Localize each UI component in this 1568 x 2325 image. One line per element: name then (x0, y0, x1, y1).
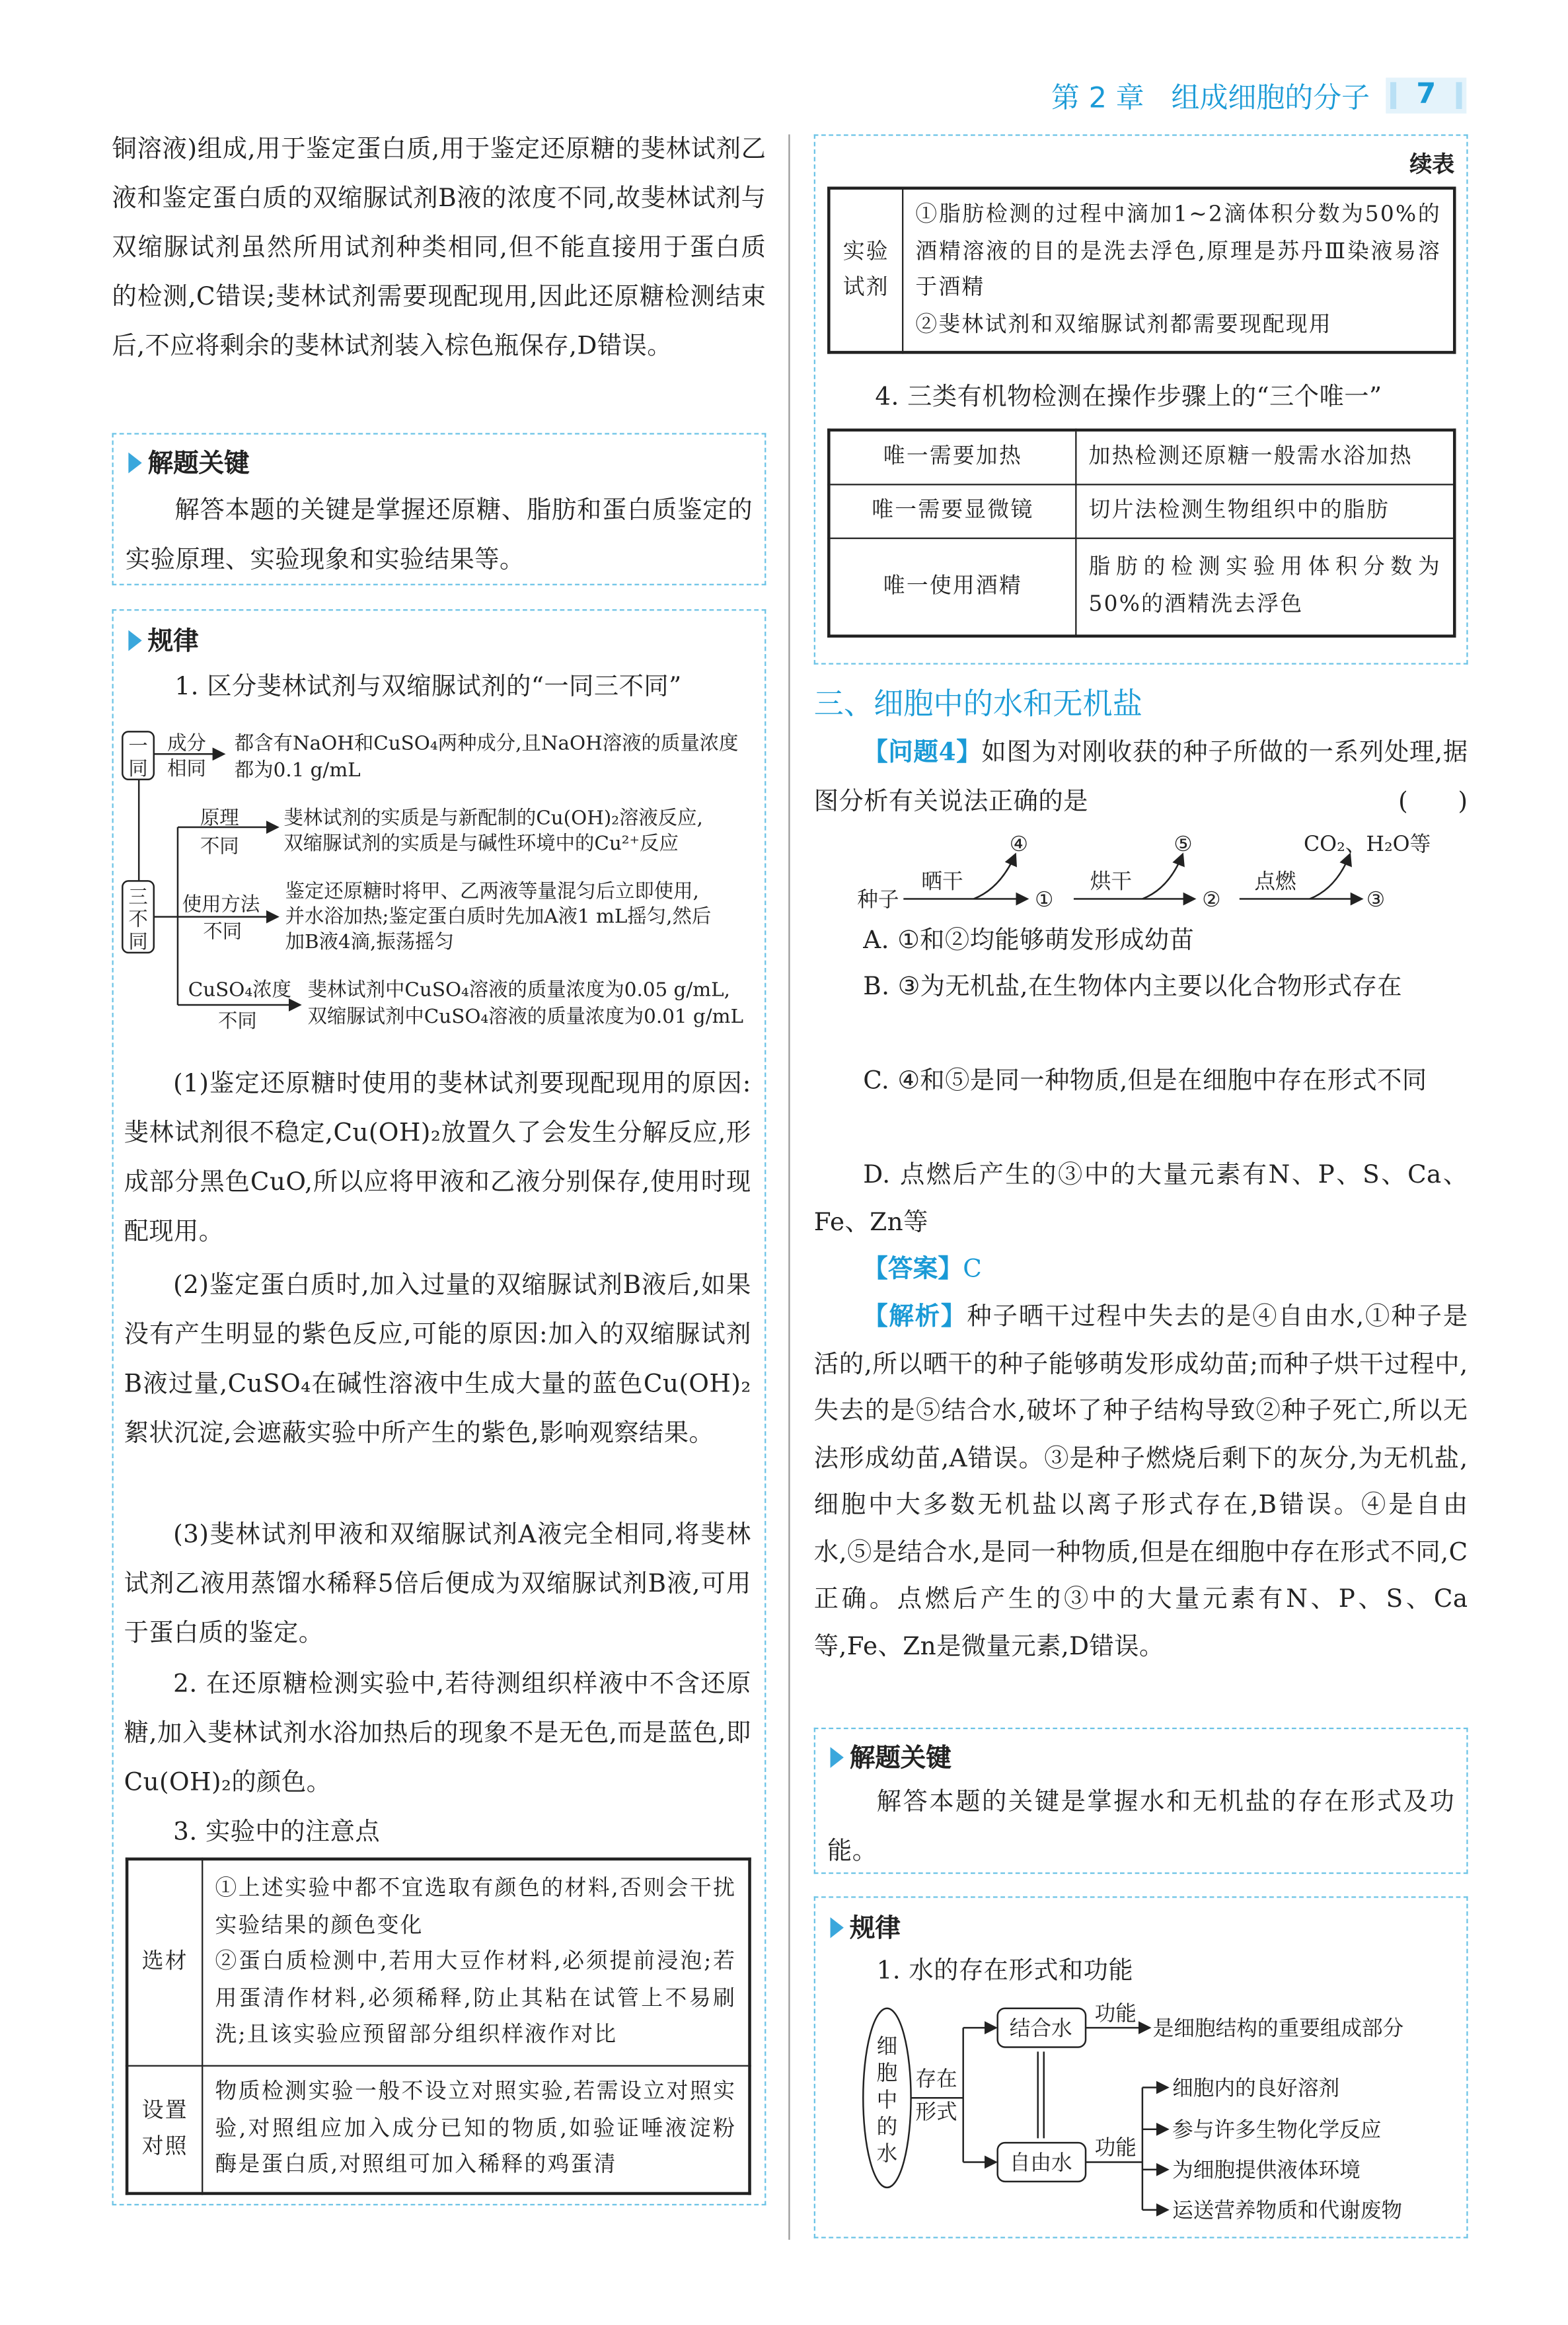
chapter-number: 第 2 章 (1051, 82, 1144, 116)
cell: 脂肪的检测实验用体积分数为50%的酒精洗去浮色 (1076, 538, 1454, 636)
concentration-text: 双缩脲试剂中CuSO₄溶液的质量浓度为0.01 g/mL (307, 1005, 743, 1028)
key-box-text: 解答本题的关键是掌握还原糖、脂肪和蛋白质鉴定的实验原理、实验现象和实验结果等。 (125, 496, 753, 573)
principle-text: 斐林试剂的实质是与新配制的Cu(OH)₂溶液反应, (283, 806, 703, 829)
step-sun-dry: 晒干 (921, 869, 963, 894)
question-tag: 【问题4】 (863, 737, 982, 766)
key-box-heading-text: 解题关键 (147, 449, 250, 480)
rule-box-heading-text: 规律 (147, 627, 199, 657)
content-line: ①脂肪检测的过程中滴加1~2滴体积分数为50%的酒精溶液的目的是洗去浮色,原理是苏丹Ⅲ染液易溶于酒精 (915, 203, 1441, 301)
content-line: ②斐林试剂和双缩脲试剂都需要现配现用 (915, 313, 1332, 337)
chapter-title: 组成细胞的分子 (1171, 82, 1370, 116)
result-3: ③ (1366, 887, 1386, 912)
rule-item-1: 1. 水的存在形式和功能 (876, 1956, 1134, 1985)
free-function: 运送营养物质和代谢废物 (1172, 2199, 1402, 2223)
diff-box-char: 不 (128, 908, 148, 931)
center-char: 中 (876, 2088, 898, 2112)
free-function: 细胞内的良好溶剂 (1172, 2076, 1340, 2100)
same-text: 都含有NaOH和CuSO₄两种成分,且NaOH溶液的质量浓度 (234, 731, 739, 755)
concentration-text: 斐林试剂中CuSO₄溶液的质量浓度为0.05 g/mL, (307, 978, 730, 1001)
answer-tag: 【答案】 (863, 1254, 963, 1283)
diff-box-char: 三 (128, 885, 148, 908)
free-water-label: 自由水 (1009, 2151, 1072, 2175)
method-label: 不同 (203, 920, 243, 943)
center-char: 细 (876, 2034, 898, 2059)
row-label: 设置对照 (127, 2066, 202, 2194)
center-char: 胞 (876, 2061, 898, 2086)
page-number: 7 (1416, 77, 1437, 111)
function-label: 功能 (1094, 2001, 1137, 2026)
principle-text: 双缩脲试剂的实质是与碱性环境中的Cu²⁺反应 (283, 831, 679, 854)
content-line: ①上述实验中都不宜选取有颜色的材料,否则会干扰实验结果的颜色变化 (215, 1877, 737, 1938)
center-char: 的 (876, 2115, 898, 2139)
key-box-heading-text: 解题关键 (849, 1744, 952, 1774)
rule-paragraph-3: (3)斐林试剂甲液和双缩脲试剂A液完全相同,将斐林试剂乙液用蒸馏水稀释5倍后便成为双缩脲试剂B液,可用于蛋白质的鉴定。 (124, 1520, 751, 1647)
seed-label: 种子 (857, 887, 899, 912)
row-label: 实验试剂 (829, 188, 903, 353)
option-b: B. ③为无机盐,在生物体内主要以化合物形式存在 (863, 972, 1403, 1001)
same-label: 相同 (167, 757, 206, 780)
rule-item-3: 3. 实验中的注意点 (173, 1817, 381, 1846)
analysis-text: 种子晒干过程中失去的是④自由水,①种子是活的,所以晒干的种子能够萌发形成幼苗;而种子烘干过程中,失去的是⑤结合水,破坏了种子结构导致②种子死亡,所以无法形成幼苗,A错误。③是种子燃烧后剩下的灰分,为无机盐,细胞中大多数无机盐以离子形式存在,B错误。④是自由水,⑤是结合水,是同一种物质,但是在细胞中存在形式不同,C正确。点燃后产生的③中的大量元素有N、P、S、Ca等,Fe、Zn是微量元素,D错误。 (813, 1302, 1468, 1660)
content-line: ②蛋白质检测中,若用大豆作材料,必须提前浸泡;若用蛋清作材料,必须稀释,防止其粘在试管上不易刷洗;且该实验应预留部分组织样液作对比 (215, 1950, 737, 2048)
center-char: 水 (876, 2142, 898, 2166)
function-label: 功能 (1094, 2136, 1137, 2160)
continued-label: 续表 (1409, 151, 1455, 178)
rule-item-2: 2. 在还原糖检测实验中,若待测组织样液中不含还原糖,加入斐林试剂水浴加热后的现象不是无色,而是蓝色,即Cu(OH)₂的颜色。 (124, 1669, 751, 1796)
principle-label: 原理 (200, 806, 239, 829)
cell: 唯一需要加热 (829, 430, 1076, 484)
method-text: 并水浴加热;鉴定蛋白质时先加A液1 mL摇匀,然后 (285, 904, 712, 928)
question-text: 如图为对刚收获的种子所做的一系列处理,据图分析有关说法正确的是 (813, 737, 1468, 815)
bound-function: 是细胞结构的重要组成部分 (1152, 2016, 1404, 2041)
cell: 切片法检测生物组织中的脂肪 (1076, 484, 1454, 538)
rule-paragraph-2: (2)鉴定蛋白质时,加入过量的双缩脲试剂B液后,如果没有产生明显的紫色反应,可能的原因:加入的双缩脲试剂B液过量,CuSO₄在碱性溶液中生成大量的蓝色Cu(OH)₂絮状沉淀,会遮蔽实验中所产生的紫色,影响观察结果。 (124, 1271, 751, 1447)
cell: 唯一使用酒精 (829, 538, 1076, 636)
row-content: 物质检测实验一般不设立对照实验,若需设立对照实验,对照组应加入成分已知的物质,如验证唾液淀粉酶是蛋白质,对照组可加入稀释的鸡蛋清 (202, 2066, 749, 2194)
rule-item-1: 1. 区分斐林试剂与双缩脲试剂的“一同三不同” (174, 672, 682, 700)
option-c: C. ④和⑤是同一种物质,但是在细胞中存在形式不同 (863, 1066, 1427, 1095)
exist-label: 存在 (915, 2067, 957, 2092)
principle-label: 不同 (200, 834, 239, 858)
method-text: 鉴定还原糖时将甲、乙两液等量混匀后立即使用, (285, 879, 699, 903)
concentration-label: CuSO₄浓度 (188, 978, 291, 1001)
cell: 加热检测还原糖一般需水浴加热 (1076, 430, 1454, 484)
answer-blank: ( ) (1398, 787, 1468, 815)
result-1: ① (1035, 887, 1054, 912)
same-box-char: 一 (128, 735, 148, 758)
same-text: 都为0.1 g/mL (234, 758, 361, 782)
intro-paragraph: 铜溶液)组成,用于鉴定蛋白质,用于鉴定还原糖的斐林试剂乙液和鉴定蛋白质的双缩脲试剂B液的浓度不同,故斐林试剂与双缩脲试剂虽然所用试剂种类相同,但不能直接用于蛋白质的检测,C错误;斐林试剂需要现配现用,因此还原糖检测结束后,不应将剩余的斐林试剂装入棕色瓶保存,D错误。 (112, 134, 766, 360)
step-oven-dry: 烘干 (1090, 869, 1133, 894)
same-label: 成分 (167, 731, 206, 755)
concentration-label: 不同 (217, 1009, 257, 1032)
rule-item-4: 4. 三类有机物检测在操作步骤上的“三个唯一” (875, 382, 1382, 411)
step-burn: 点燃 (1254, 869, 1296, 894)
rule-box-heading-text: 规律 (849, 1914, 901, 1944)
free-function: 参与许多生物化学反应 (1172, 2118, 1382, 2143)
analysis-tag: 【解析】 (863, 1302, 967, 1331)
answer-value: C (963, 1254, 983, 1283)
free-function: 为细胞提供液体环境 (1172, 2159, 1361, 2183)
option-a: A. ①和②均能够萌发形成幼苗 (863, 926, 1195, 955)
bound-water-label: 结合水 (1009, 2016, 1072, 2041)
key-box-text: 解答本题的关键是掌握水和无机盐的存在形式及功能。 (827, 1787, 1455, 1865)
diff-box-char: 同 (128, 930, 148, 953)
method-text: 加B液4滴,振荡摇匀 (285, 930, 454, 953)
loss-5: ⑤ (1174, 832, 1193, 857)
method-label: 使用方法 (182, 893, 260, 916)
loss-4: ④ (1009, 832, 1029, 857)
exist-label: 形式 (915, 2100, 957, 2124)
result-2: ② (1202, 887, 1221, 912)
rule-paragraph-1: (1)鉴定还原糖时使用的斐林试剂要现配现用的原因:斐林试剂很不稳定,Cu(OH)₂放置久了会发生分解反应,形成部分黑色CuO,所以应将甲液和乙液分别保存,使用时现配现用。 (124, 1069, 751, 1245)
option-d: D. 点燃后产生的③中的大量元素有N、P、S、Ca、Fe、Zn等 (813, 1160, 1468, 1236)
row-label: 选材 (127, 1859, 202, 2066)
cell: 唯一需要显微镜 (829, 484, 1076, 538)
same-box-char: 同 (128, 757, 148, 780)
loss-gas: CO₂、H₂O等 (1303, 832, 1431, 857)
section-title: 三、细胞中的水和无机盐 (813, 685, 1142, 721)
